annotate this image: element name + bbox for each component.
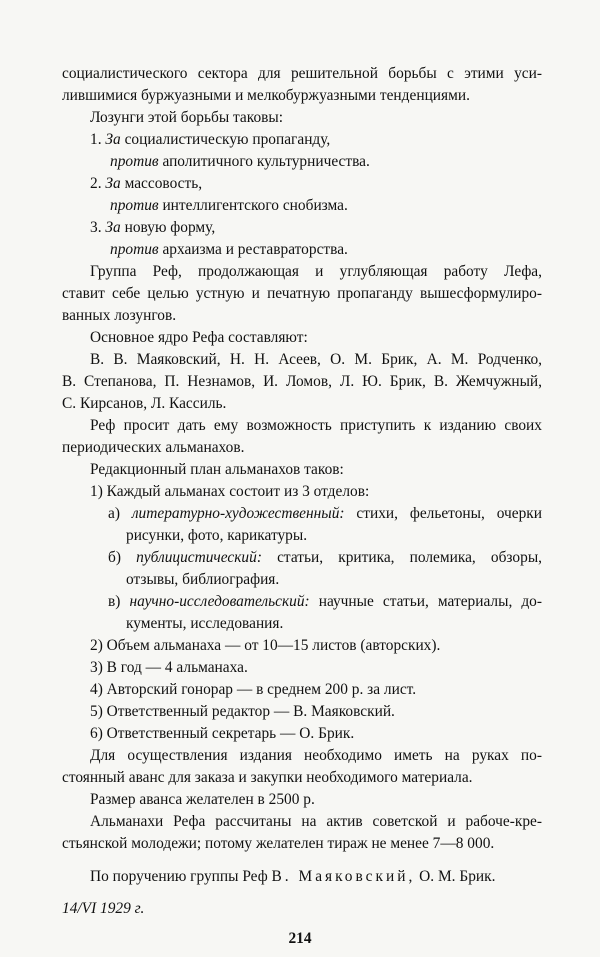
- signature-name-2: О. М. Брик.: [419, 868, 496, 885]
- request-line-1: Реф просит дать ему возможность приступить к изданию своих: [90, 417, 542, 434]
- signature: [90, 866, 570, 888]
- section-mark: в): [108, 593, 121, 610]
- section-text: статьи, критика, полемика, обзоры,: [277, 549, 543, 566]
- core-line-2: В. Степанова, П. Незнамов, И. Ломов, Л. Ю. Брик, В. Жемчужный,: [62, 373, 542, 390]
- core-line-1: В. В. Маяковский, Н. Н. Асеев, О. М. Брик, А. М. Родченко,: [90, 351, 542, 368]
- document-date: 14/VI 1929 г.: [62, 900, 145, 917]
- signature-name-1: В. Маяковский,: [271, 868, 416, 885]
- slogan-against-text: архаизма и реставраторства.: [162, 241, 348, 258]
- slogan-for: За: [105, 219, 121, 236]
- group-para-line-1: Группа Реф, продолжающая и углубляющая работу Лефа,: [90, 263, 542, 280]
- group-para-line-3: ванных лозунгов.: [62, 307, 177, 324]
- plan-item-6: 6) Ответственный секретарь — О. Брик.: [90, 725, 355, 742]
- slogan-number: 2.: [90, 175, 102, 192]
- group-para-line-2: ставит себе целью устную и печатную пропаганду вышесформулиро-: [62, 285, 542, 302]
- plan-heading: Редакционный план альманахов таков:: [90, 461, 344, 478]
- plan-section-b-cont: отзывы, библиография.: [126, 571, 280, 588]
- slogan-against-line: [110, 151, 590, 173]
- plan-section-a-cont: рисунки, фото, карикатуры.: [126, 527, 308, 544]
- signature-prefix: По поручению группы Реф: [90, 868, 268, 885]
- request-line-2: периодических альманахов.: [62, 439, 245, 456]
- section-label: публицистический:: [136, 549, 262, 566]
- audience-line-1: Альманахи Рефа рассчитаны на актив советской и рабоче-кре-: [90, 813, 542, 830]
- section-text: научные статьи, материалы, до-: [318, 593, 542, 610]
- slogan-item: [90, 173, 570, 195]
- slogan-for-text: массовость,: [124, 175, 203, 192]
- advance-line-1: Для осуществления издания необходимо иметь на руках по-: [90, 747, 542, 764]
- slogans-heading: Лозунги этой борьбы таковы:: [90, 109, 284, 126]
- slogan-item: [90, 217, 570, 239]
- advance-size: Размер аванса желателен в 2500 р.: [90, 791, 315, 808]
- plan-section-c: [108, 591, 542, 613]
- core-line-3: С. Кирсанов, Л. Кассиль.: [62, 395, 227, 412]
- slogan-against: против: [110, 241, 159, 258]
- advance-line-2: стоянный аванс для заказа и закупки необходимого материала.: [62, 769, 473, 786]
- plan-section-b: [108, 547, 542, 569]
- page-number: 214: [288, 930, 312, 947]
- slogan-number: 3.: [90, 219, 102, 236]
- slogan-item: [90, 129, 570, 151]
- intro-line-1: социалистического сектора для решительной борьбы с этими уси-: [62, 65, 542, 82]
- plan-item-3: 3) В год — 4 альманаха.: [90, 659, 248, 676]
- slogan-for: За: [105, 175, 121, 192]
- plan-item-4: 4) Авторский гонорар — в среднем 200 р. за лист.: [90, 681, 417, 698]
- slogan-against-text: интеллигентского снобизма.: [162, 197, 348, 214]
- slogan-for: За: [105, 131, 121, 148]
- section-label: научно-исследовательский:: [129, 593, 310, 610]
- slogan-against: против: [110, 153, 159, 170]
- plan-item-5: 5) Ответственный редактор — В. Маяковский.: [90, 703, 395, 720]
- section-label: литературно-художественный:: [131, 505, 345, 522]
- section-text: стихи, фельетоны, очерки: [356, 505, 542, 522]
- slogan-against: против: [110, 197, 159, 214]
- plan-section-c-cont: кументы, исследования.: [126, 615, 284, 632]
- slogan-against-line: [110, 195, 590, 217]
- core-heading: Основное ядро Рефа составляют:: [90, 329, 308, 346]
- plan-item-1: 1) Каждый альманах состоит из 3 отделов:: [90, 483, 370, 500]
- plan-item-2: 2) Объем альманаха — от 10—15 листов (авторских).: [90, 637, 441, 654]
- slogan-against-line: [110, 239, 590, 261]
- audience-line-2: стьянской молодежи; потому желателен тираж не менее 7—8 000.: [62, 835, 495, 852]
- slogan-for-text: новую форму,: [124, 219, 216, 236]
- section-mark: б): [108, 549, 121, 566]
- plan-section-a: [108, 503, 542, 525]
- section-mark: а): [108, 505, 120, 522]
- slogan-for-text: социалистическую пропаганду,: [124, 131, 331, 148]
- intro-line-2: лившимися буржуазными и мелкобуржуазными тенденциями.: [62, 87, 470, 104]
- slogan-number: 1.: [90, 131, 102, 148]
- slogan-against-text: аполитичного культурничества.: [162, 153, 370, 170]
